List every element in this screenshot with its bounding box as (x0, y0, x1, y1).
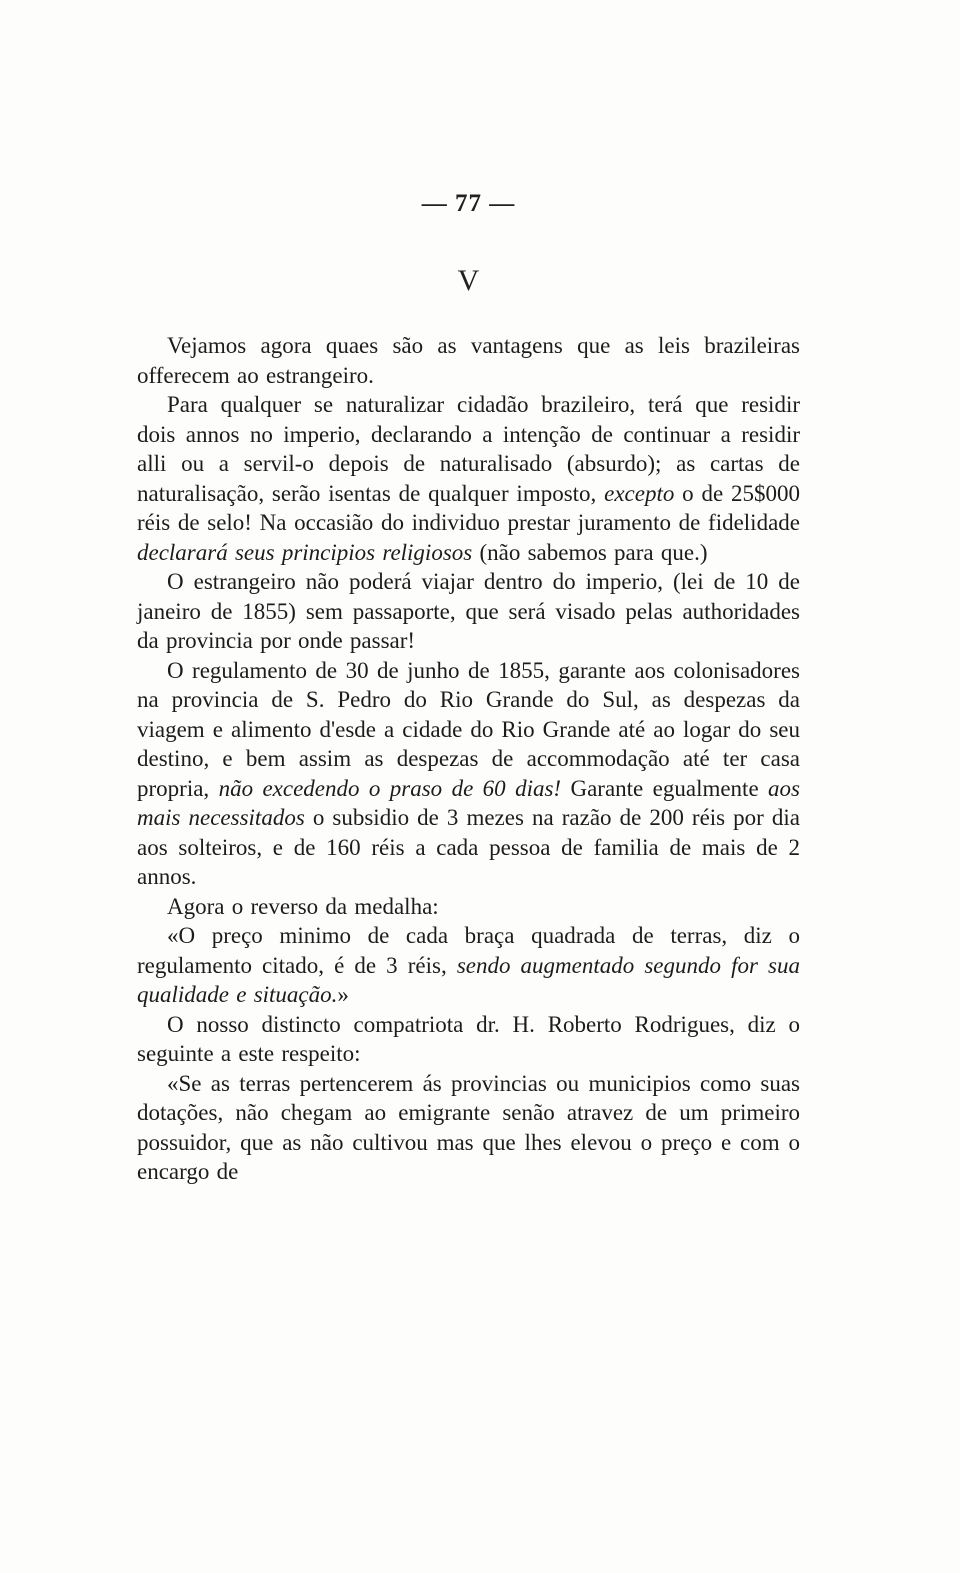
text-run: O nosso distincto compatriota dr. H. Roberto Rodrigues, diz o seguinte a este respeito: (137, 1011, 800, 1066)
text-run: Agora o reverso da medalha: (167, 893, 439, 919)
paragraph-5 (137, 892, 800, 922)
text-run: » (337, 982, 349, 1007)
text-run-italic: declarará seus principios religiosos (137, 539, 473, 565)
paragraph-6 (137, 921, 800, 1010)
paragraph-4 (137, 656, 800, 892)
text-run: o subsidio de 3 mezes na razão de 200 réis por dia aos solteiros, e de 160 réis a cada pessoa de familia de mais de 2 annos. (137, 805, 800, 889)
text-block (137, 331, 800, 1187)
text-run: o de 25$000 réis de selo! Na occasião do individuo prestar juramento de fidelidade (137, 480, 800, 535)
paragraph-8 (137, 1069, 800, 1187)
text-run: O regulamento de 30 de junho de 1855, garante aos colonisadores na provincia de S. Pedro do Rio Grande do Sul, as despezas da viagem e alimento d'esde a cidade do Rio Grande até ao logar do seu destino, e bem assim as despezas de accommodação até ter casa propria, (137, 657, 800, 801)
text-run-italic: excepto (604, 480, 675, 506)
text-run: «Se as terras pertencerem ás provincias ou municipios como suas dotações, não chegam ao emigrante senão atravez de um primeiro possuidor, que as não cultivou mas que lhes elevou o preço e com o encargo de (137, 1070, 800, 1184)
section-heading: V (457, 264, 480, 297)
text-run: Garante egualmente (561, 775, 769, 801)
text-run: O estrangeiro não poderá viajar dentro do imperio, (lei de 10 de janeiro de 1855) sem passaporte, que será visado pelas authoridades da provincia por onde passar! (137, 569, 800, 653)
paragraph-7 (137, 1010, 800, 1069)
text-run-italic: aos mais necessitados (137, 775, 800, 830)
paragraph-2 (137, 390, 800, 567)
paragraph-3 (137, 567, 800, 656)
paragraph-1 (137, 331, 800, 390)
text-run: (não sabemos para que.) (472, 539, 708, 565)
page-number-text: — 77 — (421, 190, 516, 217)
text-run: Para qualquer se naturalizar cidadão brazileiro, terá que residir dois annos no imperio, declarando a intenção de continuar a residir alli ou a servil-o depois de naturalisado (absurdo); as cartas de naturalisação, serão isentas de qualquer imposto, (137, 392, 800, 506)
page-number (137, 190, 800, 218)
text-run-italic: sendo augmentado segundo for sua qualidade e situação. (137, 952, 800, 1007)
text-run: Vejamos agora quaes são as vantagens que as leis brazileiras offerecem ao estrangeiro. (137, 333, 800, 388)
text-run-italic: não excedendo o praso de 60 dias! (218, 775, 562, 801)
text-run: «O preço minimo de cada braça quadrada de terras, diz o regulamento citado, é de 3 réis, (137, 923, 800, 978)
